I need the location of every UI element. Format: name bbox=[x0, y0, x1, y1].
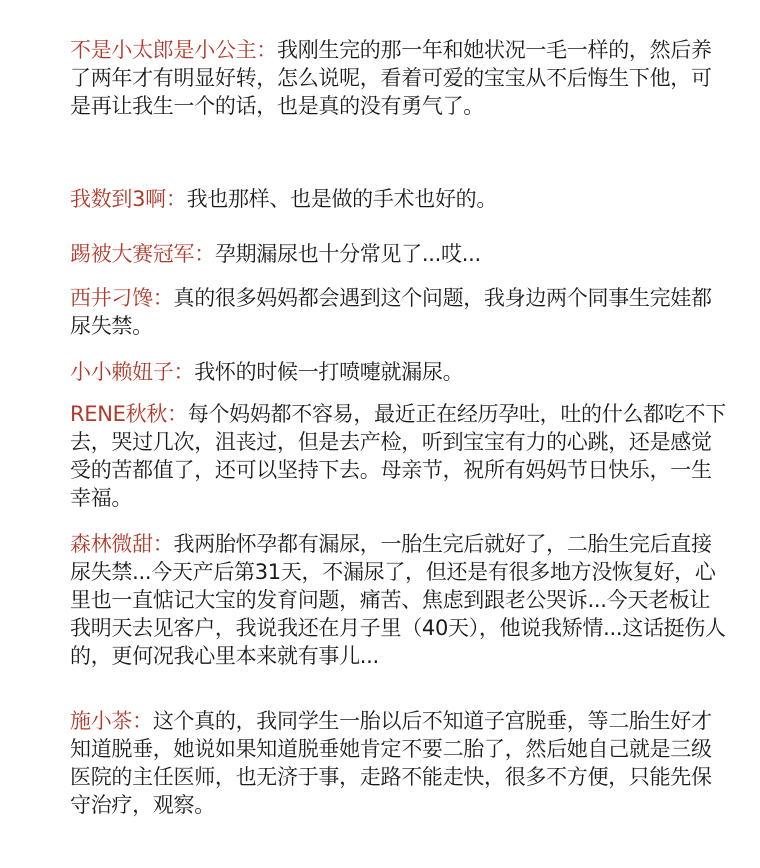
comment-text: 我也那样、也是做的手术也好的。 bbox=[186, 187, 498, 211]
comment-6 bbox=[70, 400, 730, 512]
comment-8 bbox=[70, 707, 730, 819]
commenter-name: 西井刁馋： bbox=[70, 286, 174, 310]
comment-2 bbox=[70, 185, 730, 213]
comment-text: 真的很多妈妈都会遇到这个问题，我身边两个同事生完娃都尿失禁。 bbox=[70, 286, 712, 338]
commenter-name: 森林微甜： bbox=[70, 532, 174, 556]
comment-text: 每个妈妈都不容易，最近正在经历孕吐，吐的什么都吃不下去，哭过几次，沮丧过，但是去产检，听到宝宝有力的心跳，还是感觉受的苦都值了，还可以坚持下去。母亲节，祝所有妈妈节日快乐，一生幸福。 bbox=[70, 402, 726, 510]
comment-5 bbox=[70, 358, 730, 386]
comment-text: 我刚生完的那一年和她状况一毛一样的，然后养了两年才有明显好转，怎么说呢，看着可爱的宝宝从不后悔生下他，可是再让我生一个的话，也是真的没有勇气了。 bbox=[70, 38, 712, 118]
comment-1 bbox=[70, 36, 730, 120]
comment-text: 我怀的时候一打喷嚏就漏尿。 bbox=[194, 360, 464, 384]
comment-text: 这个真的，我同学生一胎以后不知道子宫脱垂，等二胎生好才知道脱垂，她说如果知道脱垂她肯定不要二胎了，然后她自己就是三级医院的主任医师，也无济于事，走路不能走快，很多不方便，只能先保守治疗，观察。 bbox=[70, 709, 712, 817]
comment-text: 我两胎怀孕都有漏尿，一胎生完后就好了，二胎生完后直接尿失禁...今天产后第31天，不漏尿了，但还是有很多地方没恢复好，心里也一直惦记大宝的发育问题，痛苦、焦虑到跟老公哭诉...今天老板让我明天去见客户，我说我还在月子里（40天），他说我矫情...这话挺伤人的，更何况我心里本来就有事儿... bbox=[70, 532, 726, 668]
comment-7 bbox=[70, 530, 730, 670]
comment-text: 孕期漏尿也十分常见了...哎... bbox=[214, 242, 481, 266]
comment-3 bbox=[70, 240, 730, 268]
commenter-name: 施小茶： bbox=[70, 709, 153, 733]
commenter-name: RENE秋秋： bbox=[70, 402, 188, 426]
commenter-name: 小小赖妞子： bbox=[70, 360, 195, 384]
commenter-name: 不是小太郎是小公主： bbox=[70, 38, 277, 62]
commenter-name: 我数到3啊： bbox=[70, 187, 187, 211]
commenter-name: 踢被大赛冠军： bbox=[70, 242, 215, 266]
comment-4 bbox=[70, 284, 730, 340]
